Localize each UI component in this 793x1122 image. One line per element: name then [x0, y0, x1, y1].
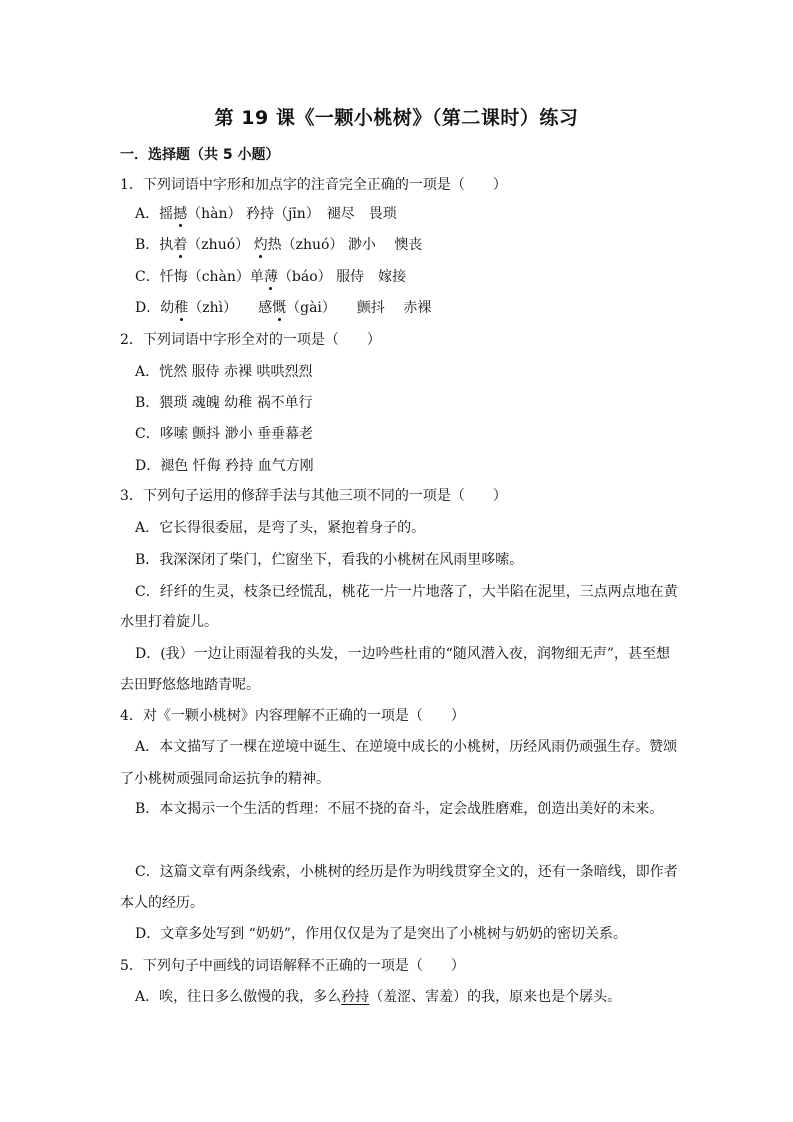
- option-text: 热（zhuó） 渺小 懊丧: [267, 237, 423, 253]
- option-text: （hàn） 矜持（jīn） 褪尽 畏琐: [187, 206, 397, 222]
- option-text: A．唉，往日多么傲慢的我，多么: [135, 989, 342, 1005]
- dotted-char: 灼: [253, 237, 268, 253]
- question-3-option-d: D．(我）一边让雨湿着我的头发，一边吟些杜甫的“随风潜入夜，润物细无声”，甚至想: [135, 646, 670, 662]
- question-1-option-c: [135, 268, 406, 286]
- question-4-option-c: C．这篇文章有两条线索，小桃树的经历是作为明线贯穿全文的，还有一条暗线，即作者: [135, 864, 678, 880]
- question-3-option-a: A．它长得很委屈，是弯了头，紧抱着身子的。: [135, 520, 426, 536]
- dotted-char: 稚: [174, 300, 189, 316]
- question-1-stem: 1．下列词语中字形和加点字的注音完全正确的一项是（ ）: [120, 177, 507, 193]
- question-4-option-a-continued: 了小桃树顽强同命运抗争的精神。: [120, 771, 330, 787]
- question-2-option-c: C．哆嗦 颤抖 渺小 垂垂幕老: [135, 426, 314, 442]
- question-4-stem: 4．对《一颗小桃树》内容理解不正确的一项是（ ）: [120, 708, 465, 724]
- question-1-option-d: [135, 299, 431, 317]
- page-title: 第 19 课《一颗小桃树》（第二课时）练习: [214, 107, 579, 129]
- question-4-option-d: D．文章多处写到 “奶奶”，作用仅仅是为了是突出了小桃树与奶奶的密切关系。: [135, 926, 627, 942]
- question-4-option-b: B．本文揭示一个生活的哲理：不屈不挠的奋斗，定会战胜磨难，创造出美好的未来。: [135, 801, 664, 817]
- option-text: （羞涩、害羞）的我，原来也是个孱头。: [369, 989, 622, 1005]
- question-2-option-b: B．猥琐 魂魄 幼稚 祸不单行: [135, 395, 313, 411]
- question-4-option-a: A．本文描写了一棵在逆境中诞生、在逆境中成长的小桃树，历经风雨仍顽强生存。赞颂: [135, 739, 678, 755]
- question-3-option-c-continued: 水里打着旋儿。: [120, 614, 218, 630]
- option-text: C．忏悔（chàn）单: [135, 269, 264, 285]
- dotted-char: 着: [173, 237, 188, 253]
- option-text: （báo） 服侍 嫁接: [277, 269, 407, 285]
- question-1-option-a: [135, 205, 397, 223]
- question-3-stem: 3．下列句子运用的修辞手法与其他三项不同的一项是（ ）: [120, 488, 507, 504]
- question-5-option-a: [135, 988, 621, 1006]
- section-heading: 一．选择题（共 5 小题）: [120, 147, 280, 163]
- question-4-option-c-continued: 本人的经历。: [120, 895, 204, 911]
- dotted-char: 薄: [263, 269, 278, 285]
- underlined-word: 矜持: [341, 989, 370, 1005]
- dotted-char: 撼: [173, 206, 188, 222]
- option-text: （gài） 颤抖 赤裸: [286, 300, 432, 316]
- question-3-option-d-continued: 去田野悠悠地踏青呢。: [120, 677, 260, 693]
- question-5-stem: 5．下列句子中画线的词语解释不正确的一项是（ ）: [120, 958, 465, 974]
- question-2-stem: 2．下列词语中字形全对的一项是（ ）: [120, 332, 381, 348]
- question-2-option-d: D．褪色 忏侮 矜持 血气方刚: [135, 458, 314, 474]
- question-1-option-b: [135, 236, 422, 254]
- option-text: （zhì） 感: [188, 300, 273, 316]
- option-text: D．幼: [135, 300, 175, 316]
- option-text: A．摇: [135, 206, 174, 222]
- option-text: B．执: [135, 237, 174, 253]
- option-text: （zhuó）: [187, 237, 254, 253]
- question-2-option-a: A．恍然 服侍 赤裸 哄哄烈烈: [135, 364, 313, 380]
- question-3-option-c: C．纤纤的生灵，枝条已经慌乱，桃花一片一片地落了，大半陷在泥里，三点两点地在黄: [135, 584, 678, 600]
- question-3-option-b: B．我深深闭了柴门，伫窗坐下，看我的小桃树在风雨里哆嗦。: [135, 552, 524, 568]
- dotted-char: 慨: [272, 300, 287, 316]
